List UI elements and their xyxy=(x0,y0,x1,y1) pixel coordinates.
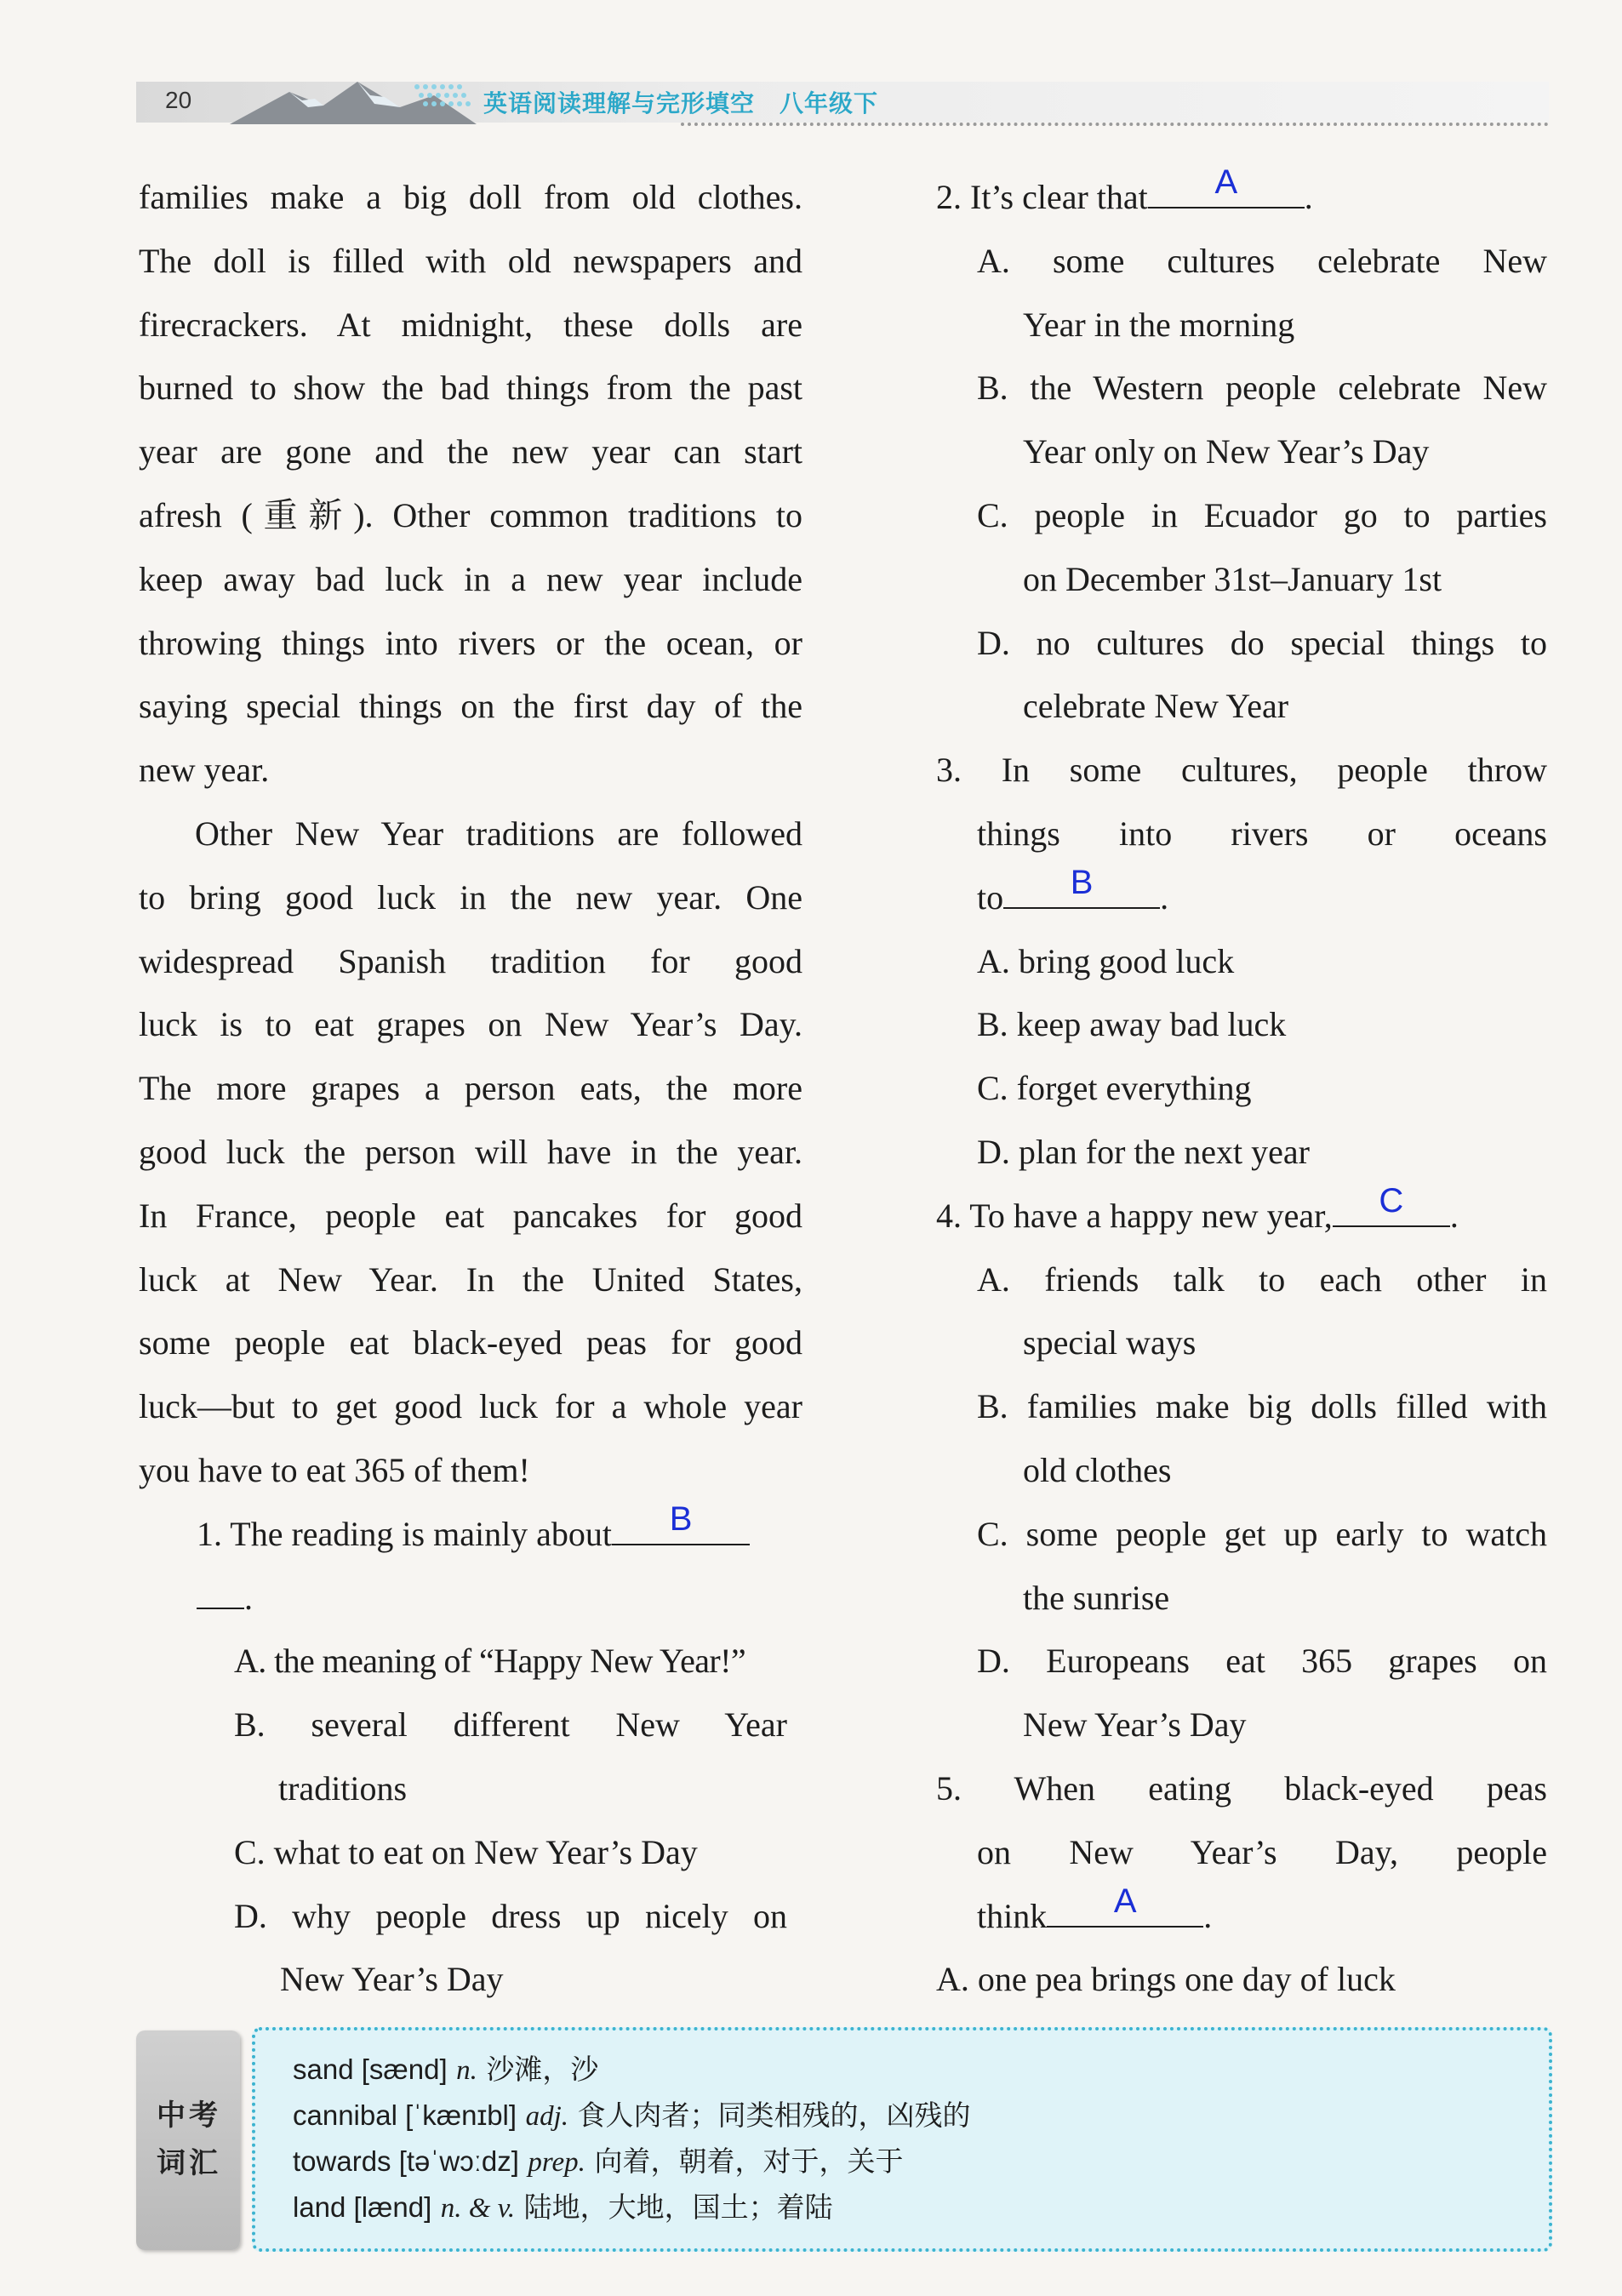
vocab-word: sand [sænd] xyxy=(293,2053,448,2085)
text-line: afresh (重新). Other common traditions to xyxy=(139,495,802,534)
question-2 xyxy=(936,163,1547,739)
text-line: year are gone and the new year can start xyxy=(139,432,802,471)
option-c: C. some people get up early to watch xyxy=(977,1514,1547,1553)
option-a: A. friends talk to each other in xyxy=(977,1259,1547,1299)
answer-blank[interactable] xyxy=(1148,163,1305,208)
option-b: B. keep away bad luck xyxy=(977,1005,1287,1044)
option-d: D. plan for the next year xyxy=(977,1132,1310,1171)
question-stem-text: 1. The reading is mainly about xyxy=(197,1514,613,1553)
vocab-label-bottom: 词汇 xyxy=(157,2146,221,2180)
answer-text: B xyxy=(1070,863,1094,901)
question-stem: 5. When eating black-eyed peas xyxy=(936,1768,1547,1808)
text-line: good luck the person will have in the year. xyxy=(139,1132,802,1171)
answer-text: A xyxy=(1113,1882,1137,1920)
option-a: A. one pea brings one day of luck xyxy=(936,1960,1396,1999)
option-c: C. what to eat on New Year’s Day xyxy=(234,1832,698,1871)
question-stem-end xyxy=(936,1882,1547,1949)
question-tail: . xyxy=(1449,1196,1459,1235)
question-stem: 3. In some cultures, people throw xyxy=(936,751,1547,790)
option-c: C. people in Ecuador go to parties xyxy=(977,495,1547,534)
question-stem xyxy=(197,1499,802,1567)
answer-blank[interactable] xyxy=(1047,1882,1203,1928)
answer-blank[interactable] xyxy=(1333,1181,1450,1227)
vocab-box xyxy=(252,2027,1552,2252)
question-stem xyxy=(936,1181,1547,1248)
text-line: keep away bad luck in a new year include xyxy=(139,559,802,598)
question-stem-text: think xyxy=(977,1896,1048,1935)
option-a: A. bring good luck xyxy=(977,941,1235,980)
text-line: new year. xyxy=(139,751,270,790)
question-tail: . xyxy=(1304,178,1313,216)
vocab-word: towards [təˈwɔːdz] xyxy=(293,2145,519,2177)
vocab-entry xyxy=(293,2139,903,2179)
vocab-pos: adj. xyxy=(525,2101,568,2132)
question-stem-end xyxy=(936,863,1547,930)
text-line: luck—but to get good luck for a whole year xyxy=(139,1387,802,1426)
option-a: A. some cultures celebrate New xyxy=(977,241,1547,280)
vocab-entry xyxy=(293,2093,970,2133)
option-d: D. no cultures do special things to xyxy=(977,623,1547,662)
text-line: firecrackers. At midnight, these dolls are xyxy=(139,305,802,344)
option-d: D. why people dress up nicely on xyxy=(234,1896,787,1935)
text-line: throwing things into rivers or the ocean, or xyxy=(139,623,802,662)
text-line: The doll is filled with old newspapers and xyxy=(139,241,802,280)
question-stem-text: 2. It’s clear that xyxy=(936,178,1148,216)
option-c-continued: on December 31st–January 1st xyxy=(1023,559,1442,598)
vocab-label-top: 中考 xyxy=(157,2099,221,2133)
option-b: B. several different New Year xyxy=(234,1705,787,1745)
page-number: 20 xyxy=(165,87,192,113)
option-d-continued: New Year’s Day xyxy=(1023,1705,1247,1745)
option-b: B. the Western people celebrate New xyxy=(977,368,1547,408)
question-tail: . xyxy=(244,1578,253,1617)
question-tail: . xyxy=(1203,1896,1213,1935)
paragraph-1 xyxy=(139,166,802,802)
text-line: families make a big doll from old clothes. xyxy=(139,178,802,216)
book-title: 英语阅读理解与完形填空 八年级下 xyxy=(483,89,879,117)
right-column xyxy=(936,163,1547,2012)
text-line: some people eat black-eyed peas for good xyxy=(139,1323,802,1362)
text-line: The more grapes a person eats, the more xyxy=(139,1069,802,1108)
mountain-decoration-icon xyxy=(196,77,502,128)
option-a: A. the meaning of “Happy New Year!” xyxy=(234,1642,746,1681)
text-line: you have to eat 365 of them! xyxy=(139,1450,530,1489)
answer-text: B xyxy=(669,1499,693,1538)
text-line: luck is to eat grapes on New Year’s Day. xyxy=(139,1005,802,1044)
question-stem-text: to xyxy=(977,877,1004,917)
question-stem-continued xyxy=(197,1567,802,1631)
paragraph-2 xyxy=(139,802,802,1503)
option-b-continued: old clothes xyxy=(1023,1450,1172,1489)
text-line: saying special things on the first day of the xyxy=(139,687,802,726)
option-b-continued: traditions xyxy=(278,1768,408,1808)
option-d-continued: celebrate New Year xyxy=(1023,687,1289,726)
header-dotted-rule xyxy=(681,123,1549,131)
left-column xyxy=(139,166,802,2012)
page-header xyxy=(136,75,1549,136)
vocab-entry xyxy=(293,2048,598,2088)
question-stem xyxy=(936,163,1547,230)
vocab-word: land [lænd] xyxy=(293,2191,432,2223)
vocab-meaning: 沙滩，沙 xyxy=(486,2053,599,2086)
vocab-pos: prep. xyxy=(528,2147,585,2178)
option-c: C. forget everything xyxy=(977,1069,1252,1108)
vocab-pos: n. & v. xyxy=(440,2193,516,2224)
vocab-pos: n. xyxy=(456,2055,477,2086)
question-1 xyxy=(139,1499,802,2012)
vocab-label xyxy=(136,2030,240,2250)
answer-text: A xyxy=(1214,163,1238,201)
question-5 xyxy=(936,1757,1547,2012)
option-c-continued: the sunrise xyxy=(1023,1578,1170,1617)
question-stem-text: 4. To have a happy new year, xyxy=(936,1196,1333,1235)
option-d-continued: New Year’s Day xyxy=(280,1960,504,1999)
vocab-meaning: 食人肉者；同类相残的，凶残的 xyxy=(577,2099,971,2132)
vocab-entry xyxy=(293,2185,833,2225)
answer-text: C xyxy=(1379,1181,1404,1219)
vocab-meaning: 陆地，大地，国土；着陆 xyxy=(523,2190,833,2224)
text-line: luck at New Year. In the United States, xyxy=(139,1259,802,1299)
question-4 xyxy=(936,1181,1547,1757)
text-line: In France, people eat pancakes for good xyxy=(139,1196,802,1235)
text-line: burned to show the bad things from the past xyxy=(139,368,802,408)
question-stem-continued: on New Year’s Day, people xyxy=(977,1832,1547,1871)
vocab-meaning: 向着，朝着，对于，关于 xyxy=(594,2145,904,2178)
option-d: D. Europeans eat 365 grapes on xyxy=(977,1642,1547,1681)
text-line: to bring good luck in the new year. One xyxy=(139,877,802,917)
answer-blank-continued xyxy=(197,1582,244,1609)
question-tail: . xyxy=(1160,877,1169,917)
question-stem-continued: things into rivers or oceans xyxy=(977,814,1547,853)
option-a-continued: Year in the morning xyxy=(1023,305,1295,344)
option-b: B. families make big dolls filled with xyxy=(977,1387,1547,1426)
vocab-word: cannibal [ˈkænɪbl] xyxy=(293,2099,517,2131)
text-line: widespread Spanish tradition for good xyxy=(139,941,802,980)
question-3 xyxy=(936,739,1547,1185)
answer-blank[interactable] xyxy=(612,1499,750,1545)
option-a-continued: special ways xyxy=(1023,1323,1197,1362)
text-line: Other New Year traditions are followed xyxy=(195,814,802,853)
option-b-continued: Year only on New Year’s Day xyxy=(1023,432,1430,471)
answer-blank[interactable] xyxy=(1003,863,1160,909)
